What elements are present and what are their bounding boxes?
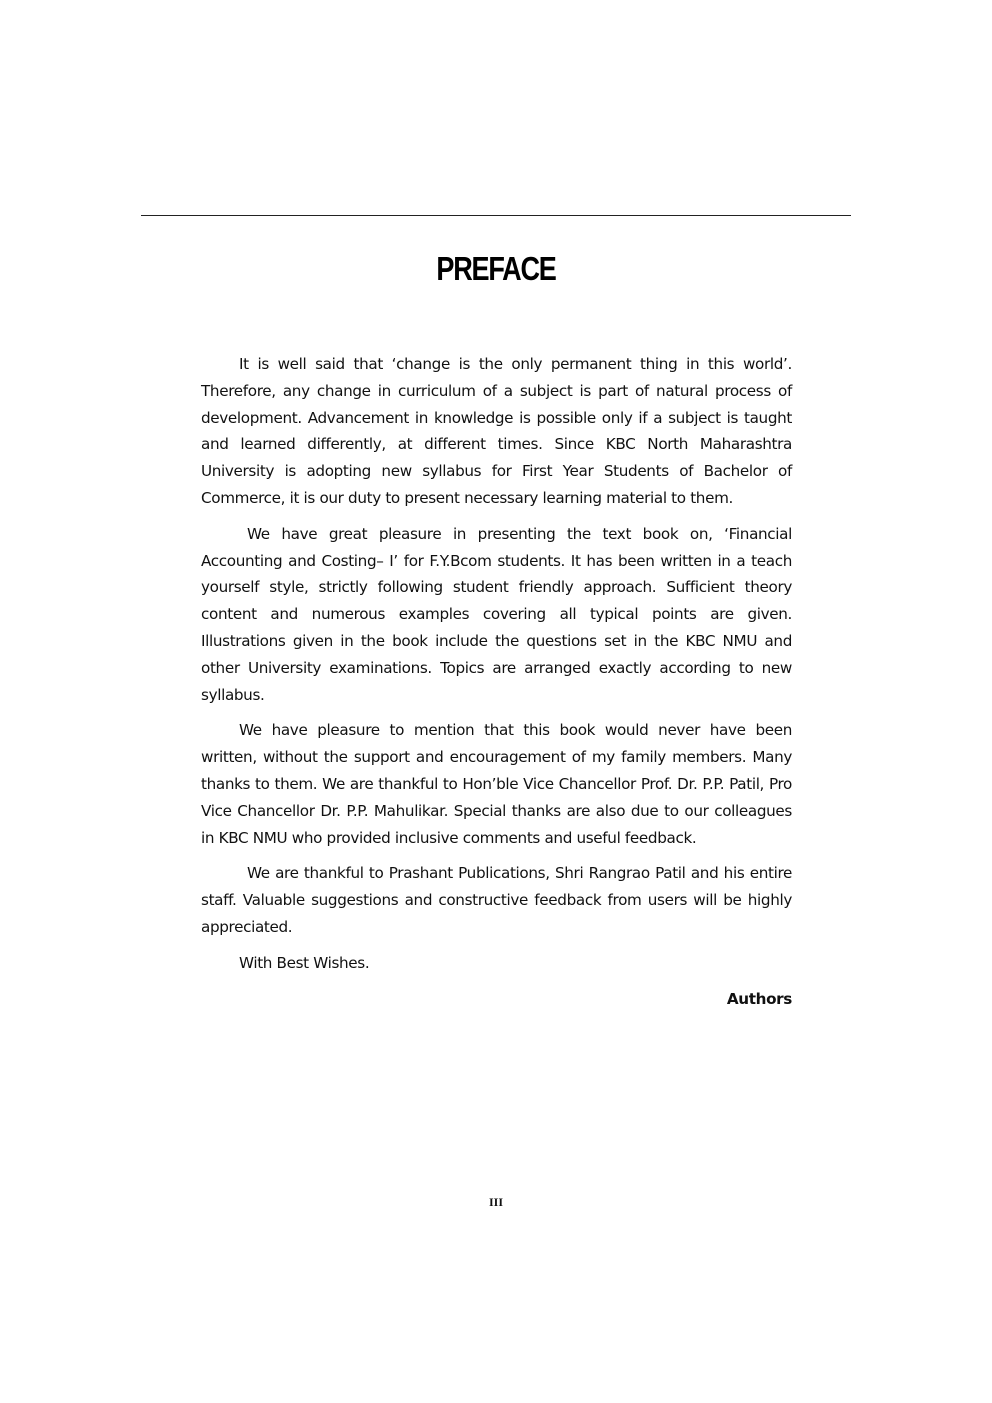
paragraph-4: We are thankful to Prashant Publications, Shri Rangrao Patil and his entire staff. Valuable suggestions and constructive feedback from users will be highly appreciated.: [201, 864, 792, 936]
page-title: PREFACE: [436, 250, 556, 287]
preface-body: [201, 351, 792, 1012]
closing-line: With Best Wishes.: [239, 953, 370, 972]
paragraph-1: It is well said that ‘change is the only permanent thing in this world’. Therefore, any change in curriculum of a subject is part of natural process of development. Advancement in knowledge is possible only if a subject is taught and learned differently, at different times. Since KBC North Maharashtra University is adopting new syllabus for First Year Students of Bachelor of Commerce, it is our duty to present necessary learning material to them.: [201, 355, 792, 507]
paragraph-3: We have pleasure to mention that this book would never have been written, without the support and encouragement of my family members. Many thanks to them. We are thankful to Hon’ble Vice Chancellor Prof. Dr. P.P. Patil, Pro Vice Chancellor Dr. P.P. Mahulikar. Special thanks are also due to our colleagues in KBC NMU who provided inclusive comments and useful feedback.: [201, 721, 792, 847]
header-rule: [141, 215, 851, 216]
signature: Authors: [726, 989, 792, 1008]
paragraph-2: We have great pleasure in presenting the text book on, ‘Financial Accounting and Costing– I’ for F.Y.Bcom students. It has been written in a teach yourself style, strictly following student friendly approach. Sufficient theory content and numerous examples covering all typical points are given. Illustrations given in the book include the questions set in the KBC NMU and other University examinations. Topics are arranged exactly according to new syllabus.: [201, 524, 792, 704]
page-number: III: [488, 1195, 503, 1209]
